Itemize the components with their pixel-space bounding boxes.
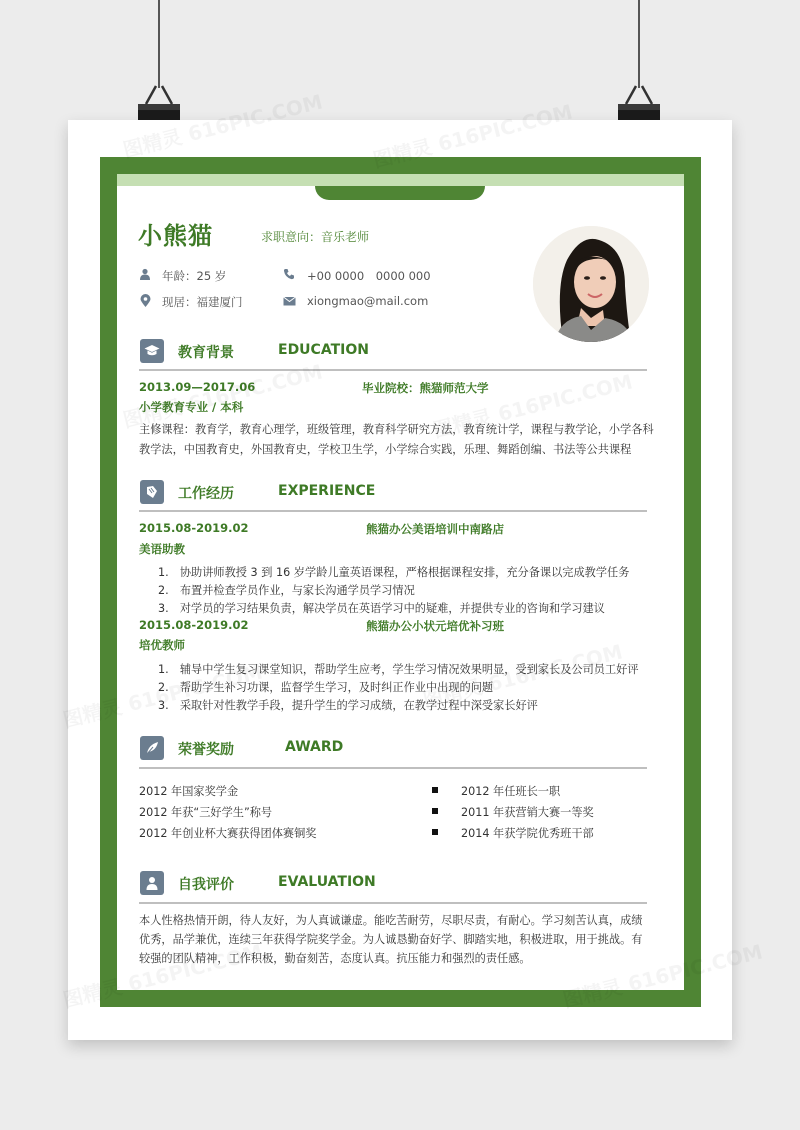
phone-icon [283,268,295,280]
job-2-item-1: 1. 辅导中学生复习课堂知识，帮助学生应考，学生学习情况效果明显，受到家长及公司员工好评 [158,663,639,676]
job-2-role: 培优教师 [139,638,185,652]
education-period: 2013.09—2017.06 [139,380,256,394]
job-1-item-2: 2. 布置并检查学员作业，与家长沟通学员学习情况 [158,584,415,597]
award-right-2: 2011 年获营销大赛一等奖 [461,806,594,819]
education-major: 小学教育专业 / 本科 [139,400,244,414]
job-1-item-3: 3. 对学员的学习结果负责，解决学员在英语学习中的疑难，并提供专业的咨询和学习建议 [158,602,605,615]
award-divider [139,767,647,769]
bullet-square [432,829,438,835]
job-2-period: 2015.08-2019.02 [139,618,249,632]
user-badge-icon [140,871,164,895]
award-left-3: 2012 年创业杯大赛获得团体赛铜奖 [139,827,317,840]
experience-divider [139,510,647,512]
top-green-tab [315,186,485,200]
evaluation-title-cn: 自我评价 [178,877,234,893]
person-icon [139,268,151,280]
award-right-3: 2014 年获学院优秀班干部 [461,827,594,840]
education-title-cn: 教育背景 [178,345,234,361]
residence-text: 现居：福建厦门 [162,295,243,309]
hanging-wire-left [158,0,160,88]
age-text: 年龄：25 岁 [162,269,227,283]
evaluation-title-en: EVALUATION [278,874,376,890]
profile-photo [533,226,649,342]
job-2-item-2: 2. 帮助学生补习功课，监督学生学习，及时纠正作业中出现的问题 [158,681,494,694]
award-title-cn: 荣誉奖励 [178,742,234,758]
education-divider [139,369,647,371]
evaluation-line-3: 较强的团队精神，工作积极，勤奋刻苦，态度认真。抗压能力和强烈的责任感。 [139,952,531,965]
email-text: xiongmao@mail.com [307,294,429,308]
award-right-1: 2012 年任班长一职 [461,785,561,798]
feather-icon [140,736,164,760]
education-title-en: EDUCATION [278,342,369,358]
job-intent: 求职意向：音乐老师 [261,230,370,244]
job-1-item-1: 1. 协助讲师教授 3 到 16 岁学龄儿童英语课程，严格根据课程安排，充分备课以完成教学任务 [158,566,630,579]
experience-title-cn: 工作经历 [178,486,234,502]
job-1-role: 美语助教 [139,542,185,556]
award-title-en: AWARD [285,739,344,755]
evaluation-line-1: 本人性格热情开朗，待人友好，为人真诚谦虚。能吃苦耐劳，尽职尽责，有耐心。学习刻苦认真，成绩 [139,914,643,927]
job-1-company: 熊猫办公美语培训中南路店 [366,522,504,536]
award-left-1: 2012 年国家奖学金 [139,785,239,798]
phone-text: +00 0000 0000 000 [307,269,431,283]
briefcase-icon [140,480,164,504]
award-left-2: 2012 年获“三好学生”称号 [139,806,273,819]
job-1-period: 2015.08-2019.02 [139,521,249,535]
hanging-wire-right [638,0,640,88]
top-light-band [117,174,684,186]
experience-title-en: EXPERIENCE [278,483,376,499]
email-icon [283,295,296,306]
job-2-company: 熊猫办公小状元培优补习班 [366,619,504,633]
education-courses-2: 教学法，中国教育史，外国教育史，学校卫生学，小学综合实践，乐理、舞蹈创编、书法等公共课程 [139,443,632,456]
location-pin-icon [140,294,151,307]
education-courses-1: 主修课程：教育学，教育心理学，班级管理，教育科学研究方法，教育统计学，课程与教学论，小学各科 [139,423,654,436]
job-2-item-3: 3. 采取针对性教学手段，提升学生的学习成绩，在教学过程中深受家长好评 [158,699,538,712]
bullet-square [432,787,438,793]
education-school: 毕业院校：熊猫师范大学 [362,381,489,395]
evaluation-line-2: 优秀，品学兼优，连续三年获得学院奖学金。为人诚恳勤奋好学、脚踏实地，积极进取，用于挑战。有 [139,933,643,946]
graduation-cap-icon [140,339,164,363]
candidate-name: 小熊猫 [138,222,213,250]
evaluation-divider [139,902,647,904]
bullet-square [432,808,438,814]
